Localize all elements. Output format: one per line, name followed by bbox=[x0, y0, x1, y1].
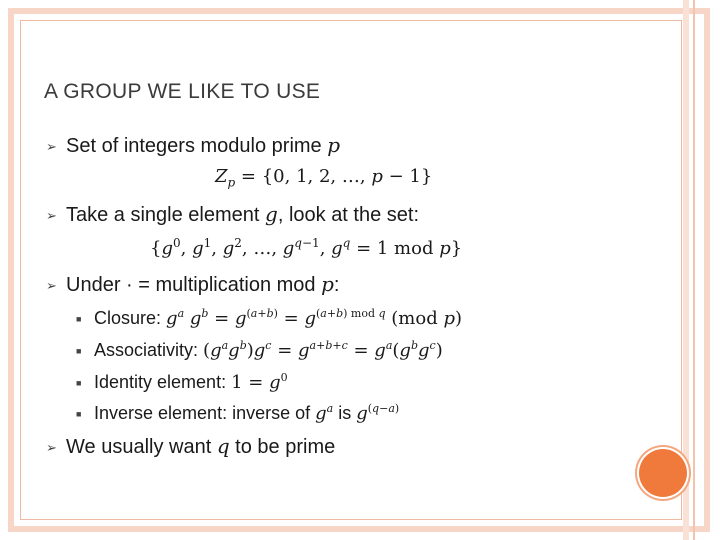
closure-line: Closure: $g^a$ $g^b = g^{(a+b)} = g^{(a+b) mod q}$ (mod p) bbox=[94, 307, 463, 329]
bullet-4-text: We usually want q to be prime bbox=[66, 434, 336, 458]
square-bullet-icon: ■ bbox=[76, 409, 82, 419]
group-set-formula: {$g^0$, $g^1$, $g^2$, …, $g^{q-1}$, $g^q = 1$ mod p} bbox=[150, 236, 463, 259]
square-bullet-icon: ■ bbox=[76, 314, 82, 324]
bullet-1-text: Set of integers modulo prime p bbox=[66, 133, 341, 157]
inverse-line: Inverse element: inverse of $g^a$ is $g^{(q-a)}$ bbox=[94, 402, 400, 424]
square-bullet-icon: ■ bbox=[76, 378, 82, 388]
assoc-formula: $(g^ag^b)g^c = g^{a+b+c} = g^a(g^bg^c)$ bbox=[203, 339, 443, 361]
orange-circle-decoration bbox=[639, 449, 687, 497]
assoc-line: Associativity: $(g^ag^b)g^c = g^{a+b+c} = g^a(g^bg^c)$ bbox=[94, 339, 443, 361]
slide-title: A GROUP WE LIKE TO USE bbox=[44, 80, 321, 103]
closure-formula: $g^a$ $g^b = g^{(a+b)} = g^{(a+b) mod q}$ (mod p) bbox=[166, 307, 463, 329]
right-decor-line bbox=[693, 0, 695, 540]
arrowhead-bullet-icon: ➢ bbox=[46, 278, 57, 293]
zp-formula: $Z_p = \{0$, 1, 2, …, p − 1} bbox=[215, 166, 433, 190]
bullet-2-text: Take a single element g, look at the set: bbox=[66, 202, 420, 226]
right-decor-band bbox=[683, 0, 689, 540]
arrowhead-bullet-icon: ➢ bbox=[46, 139, 57, 154]
arrowhead-bullet-icon: ➢ bbox=[46, 440, 57, 455]
arrowhead-bullet-icon: ➢ bbox=[46, 208, 57, 223]
square-bullet-icon: ■ bbox=[76, 346, 82, 356]
identity-line: Identity element: $1 = g^0$ bbox=[94, 371, 288, 393]
inverse-var: $g^a$ bbox=[315, 402, 334, 424]
bullet-3-text: Under · = multiplication mod p: bbox=[66, 272, 340, 296]
inverse-formula: $g^{(q-a)}$ bbox=[356, 402, 400, 424]
identity-formula: $1 = g^0$ bbox=[231, 371, 288, 393]
